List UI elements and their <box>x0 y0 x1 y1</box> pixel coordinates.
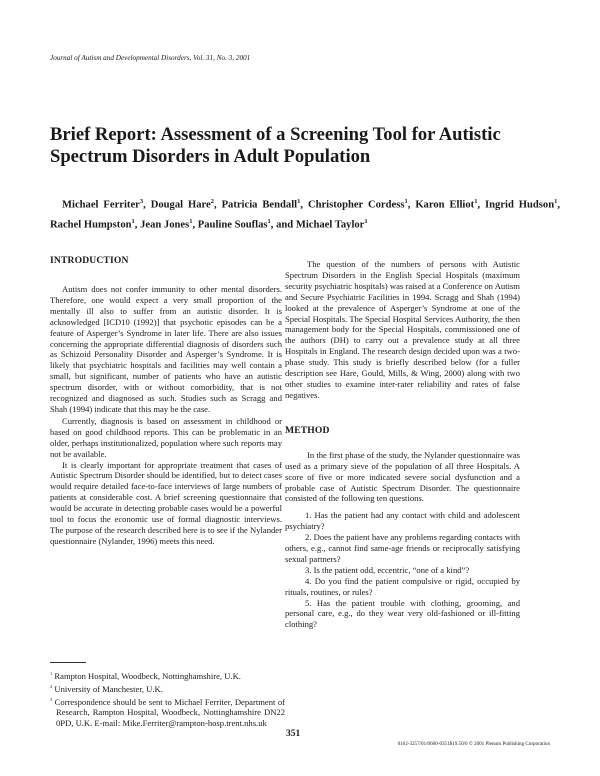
section-heading-method: METHOD <box>285 424 330 436</box>
footnote-mark: 1 <box>50 671 53 676</box>
affiliation-mark: 1 <box>297 198 301 205</box>
article-title: Brief Report: Assessment of a Screening Tool for Autistic Spectrum Disorders in Adult Population <box>50 124 501 167</box>
intro-paragraph-4: The question of the numbers of persons with Autistic Spectrum Disorders in the English Special Hospitals (maximum security psychiatric hospitals) was raised at a Conference on Autism and Secure Psychiatric Facilities in 1994. Scragg and Shah (1994) looked at the prevalence of Asperger’s Syndrome at one of the Special Hospitals. The Special Hospital Services Authority, the then management body for the Special Hospitals, commissioned one of the authors (DH) to carry out a prevalence study at all three Hospitals in England. The research design decided upon was a two-phase study. This study is briefly described below (for a fuller description see Hare, Gould, Mills, & Wing, 2000) along with two other studies to examine inter-rater reliability and rates of false negatives. <box>285 259 520 400</box>
author-name: Pauline Souflas <box>197 219 268 231</box>
author-name: Patricia Bendall <box>221 199 298 211</box>
section-heading-introduction: INTRODUCTION <box>50 255 129 266</box>
right-column <box>285 255 520 630</box>
affiliation-mark: 1 <box>267 218 271 226</box>
affiliation-mark: 1 <box>131 218 135 226</box>
intro-paragraph-3: It is clearly important for appropriate treatment that cases of Autistic Spectrum Disorder should be identified, but to detect cases would require detailed face-to-face interviews of large numbers of patients at considerable cost. A brief screening questionnaire that would be accurate in detecting probable cases would be a powerful tool to focus the economic use of formal diagnostic interviews. The purpose of the research described here is to see if the Nylander questionnaire (Nylander, 1996) meets this need. <box>50 459 282 546</box>
author-name: Christopher Cordess <box>307 199 405 211</box>
author-name: Jean Jones <box>140 219 190 231</box>
author-name: Karon Elliot <box>415 199 475 211</box>
affiliation-mark: 2 <box>210 198 214 205</box>
author-name: Dougal Hare <box>150 199 211 211</box>
footnote-mark: 3 <box>50 696 53 702</box>
author-name: and Michael Taylor <box>276 219 365 231</box>
affiliation-mark: 3 <box>139 198 144 205</box>
footnote-text: Correspondence should be sent to Michael Ferriter, Department of Research, Rampton Hospital, Woodbeck, Nottinghamshire DN22 0PD, U.K. E-mail: Mike.Ferriter@rampton-hosp.trent.nhs.uk <box>52 696 285 729</box>
footnote-mark: 2 <box>50 683 53 689</box>
questionnaire-item: 1. Has the patient had any contact with child and adolescent psychiatry? <box>285 510 520 532</box>
questionnaire-item: 5. Has the patient trouble with clothing, grooming, and personal care, e.g., do they wear very old-fashioned or ill-fitting clothing? <box>285 597 520 630</box>
author-name: Michael Ferriter <box>62 199 140 211</box>
questionnaire-item: 2. Does the patient have any problems regarding contacts with others, e.g., cannot find same-age friends or reciprocally satisfying sexual partners? <box>285 532 520 564</box>
affiliation-mark: 1 <box>189 218 193 226</box>
footnote <box>50 669 285 682</box>
author-name: Rachel Humpston <box>50 219 132 231</box>
method-paragraph-1: In the first phase of the study, the Nylander questionnaire was used as a primary sieve of the population of all three Hospitals. A score of five or more indicated severe social dysfunction and a probable case of Autistic Spectrum Disorder. The questionnaire consisted of the following ten questions. <box>285 449 520 504</box>
footnotes <box>50 669 285 729</box>
footnote <box>50 695 285 730</box>
footnote-text: University of Manchester, U.K. <box>52 683 163 694</box>
page-number: 351 <box>286 729 301 739</box>
intro-paragraph-1: Autism does not confer immunity to other mental disorders. Therefore, one would expect a very small proportion of the mentally ill also to suffer from an autistic disorder. It is acknowledged [ICD10 (1992)] that psychotic episodes can be a feature of Asperger’s Syndrome in later life. There are also issues concerning the appropriate differential diagnosis of disorders such as Schizoid Personality Disorder and Asperger’s Syndrome. It is likely that psychiatric hospitals and facilities may well contain a small, but significant, number of patients who have an autistic spectrum disorder, with or without comorbidity, that is not recognized and diagnosed as such. Studies such as Scragg and Shah (1994) indicate that this may be the case. <box>50 284 282 414</box>
left-column <box>50 255 282 547</box>
affiliation-mark: 1 <box>364 218 368 226</box>
footnote <box>50 682 285 695</box>
questionnaire-item: 4. Do you find the patient compulsive or rigid, occupied by rituals, routines, or rules? <box>285 575 520 597</box>
footnote-text: Rampton Hospital, Woodbeck, Nottinghamshire, U.K. <box>52 670 241 681</box>
affiliation-mark: 1 <box>554 198 558 205</box>
affiliation-mark: 1 <box>474 198 478 205</box>
questionnaire-item: 3. Is the patient odd, eccentric, “one of a kind”? <box>305 564 470 575</box>
author-list: Michael Ferriter$^3$, Dougal Hare$^2$, Patricia Bendall$^1$, Christopher Cordess$^1$, Karon Elliot$^1$, Ingrid Hudson$^1$, Rachel Humpston$^1$, Jean Jones$^1$, Pauline Souflas$^1$, and Michael Taylor$^1$ <box>50 198 561 231</box>
copyright-line: 0162-3257/01/0600-0351$19.50/0 © 2001 Plenum Publishing Corporation <box>397 741 550 747</box>
affiliation-mark: 1 <box>404 198 408 205</box>
intro-paragraph-2: Currently, diagnosis is based on assessment in childhood or based on good childhood reports. This can be problematic in an older, perhaps institutionalized, population where such reports may not be available. <box>50 415 282 459</box>
author-name: Ingrid Hudson <box>485 199 555 211</box>
footnote-divider <box>50 662 86 663</box>
question-list <box>285 510 520 630</box>
journal-citation: Journal of Autism and Developmental Disorders, Vol. 31, No. 3, 2001 <box>50 54 251 62</box>
